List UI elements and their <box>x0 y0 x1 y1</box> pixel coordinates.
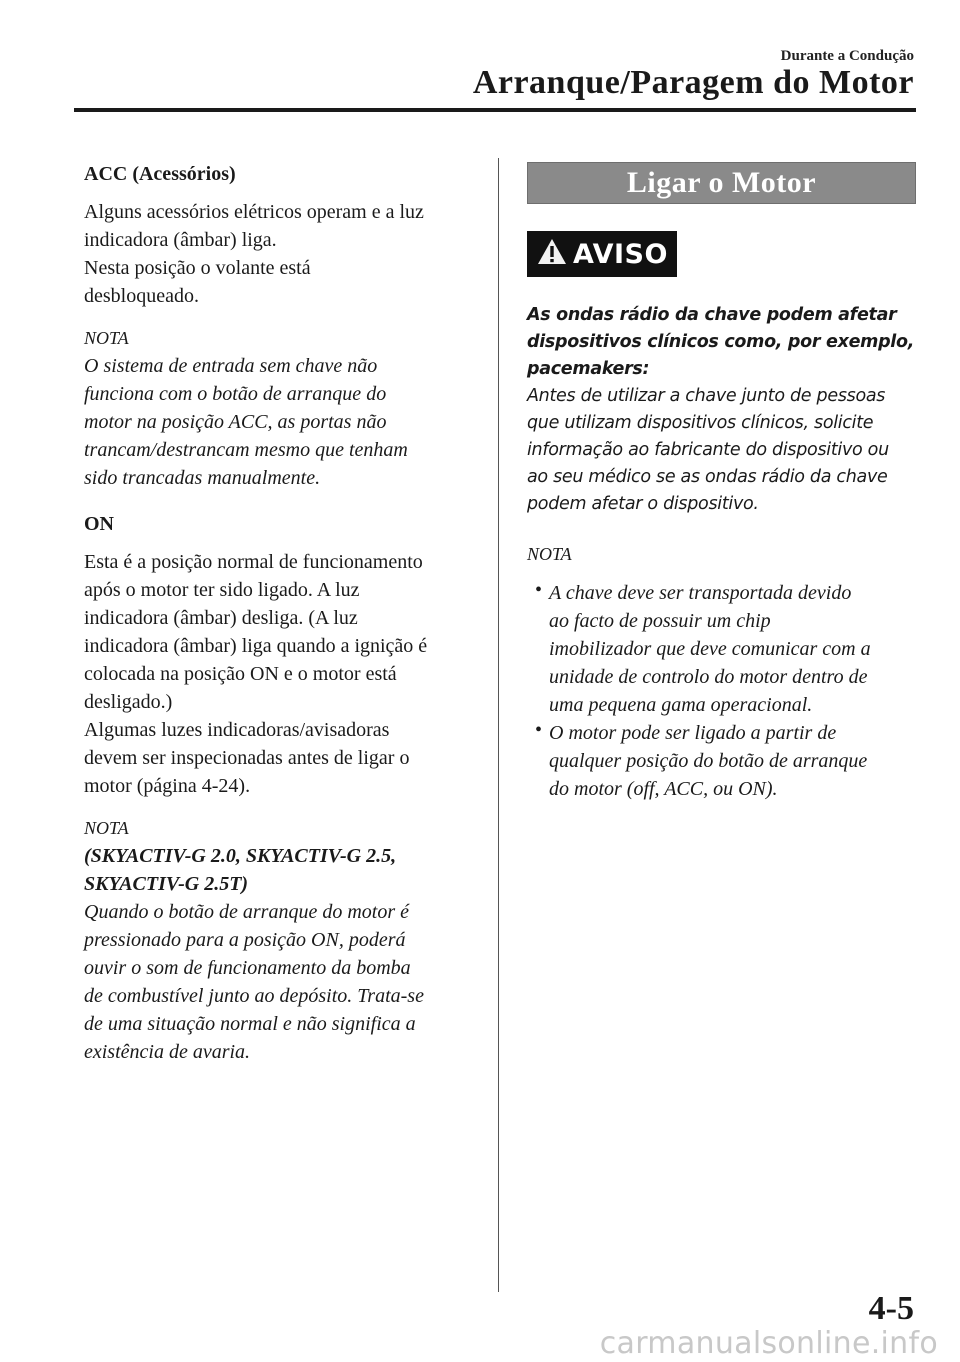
nota-text: Quando o botão de arranque do motor é pressionado para a posição ON, poderá ouvir o som de funcionamento da bomba de combustível junto ao depósito. Trata-se de uma situação normal e não significa a existência de avaria. <box>84 901 424 1063</box>
nota-bullet-list <box>527 579 917 803</box>
on-text: Esta é a posição normal de funcionamento após o motor ter sido ligado. A luz indicadora (âmbar) desliga. (A luz indicadora (âmbar) liga quando a ignição é colocada na posição ON e o motor está desligado.) Algumas luzes indicadoras/avisadoras devem ser inspecionadas antes de ligar o motor (página 4-24). <box>84 551 428 797</box>
warning-badge <box>527 231 677 277</box>
acc-heading: ACC (Acessórios) <box>84 163 236 185</box>
list-item <box>527 579 917 719</box>
list-item <box>527 719 917 803</box>
watermark: carmanualsonline.info <box>599 1326 938 1361</box>
section-title: Ligar o Motor <box>626 166 817 199</box>
header-section: Durante a Condução <box>780 48 914 64</box>
warning-heading: As ondas rádio da chave podem afetar dispositivos clínicos como, por exemplo, pacemakers: <box>527 305 915 379</box>
acc-text: Alguns acessórios elétricos operam e a luz indicadora (âmbar) liga. Nesta posição o volante está desbloqueado. <box>84 201 424 307</box>
header-rule <box>74 108 916 112</box>
page-title: Arranque/Paragem do Motor <box>472 64 914 101</box>
column-divider <box>498 158 499 1292</box>
nota-text: O sistema de entrada sem chave não funciona com o botão de arranque do motor na posição ACC, as portas não trancam/destrancam mesmo que tenham sido trancadas manualmente. <box>84 355 408 489</box>
section-title-bar <box>527 162 916 204</box>
right-nota <box>527 544 917 803</box>
bullet-text: A chave deve ser transportada devido ao facto de possuir um chip imobilizador que deve comunicar com a unidade de controlo do motor dentro de uma pequena gama operacional. <box>549 582 871 716</box>
page-number: 4-5 <box>868 1290 914 1327</box>
left-column <box>84 160 484 1066</box>
warning-triangle-icon <box>537 238 567 270</box>
bullet-icon: • <box>535 719 543 741</box>
bullet-icon: • <box>535 579 543 601</box>
nota-label: NOTA <box>84 818 129 838</box>
warning-text: Antes de utilizar a chave junto de pessoas que utilizam dispositivos clínicos, solicite informação ao fabricante do dispositivo ou ao seu médico se as ondas rádio da chave podem afetar o dispositivo. <box>527 386 889 514</box>
nota-label: NOTA <box>84 328 129 348</box>
on-heading: ON <box>84 513 114 535</box>
warning-label: AVISO <box>573 238 668 270</box>
nota-models: (SKYACTIV-G 2.0, SKYACTIV-G 2.5, SKYACTIV-G 2.5T) <box>84 845 397 895</box>
bullet-text: O motor pode ser ligado a partir de qualquer posição do botão de arranque do motor (off, ACC, ou ON). <box>549 722 868 800</box>
warning-content <box>527 302 917 518</box>
nota-label: NOTA <box>527 544 572 564</box>
